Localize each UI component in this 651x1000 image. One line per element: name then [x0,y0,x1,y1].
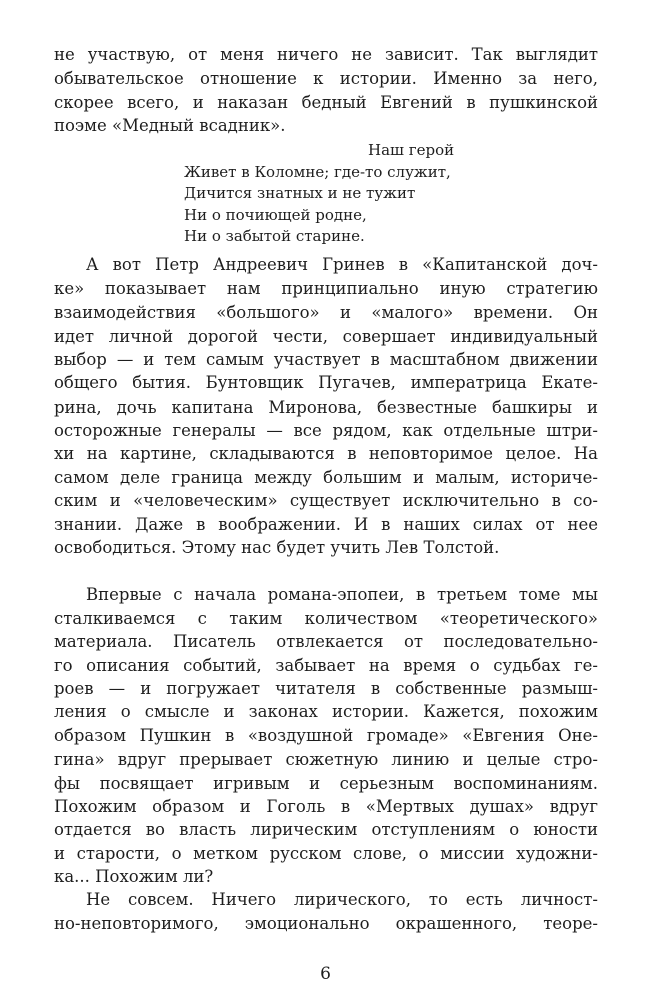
text-line: выбор — и тем самым участвует в масштабном движении [54,349,598,369]
text-line: фы посвящает игривым и серьезным воспоминаниям. [54,773,598,793]
text-line: самом деле граница между большим и малым, историче- [54,467,598,487]
text-line: общего бытия. Бунтовщик Пугачев, императрица Екате- [54,373,598,393]
text-line: материала. Писатель отвлекается от последовательно- [54,632,598,652]
text-line: знании. Даже в воображении. И в наших силах от нее [54,514,598,534]
verse-line: Наш герой [368,141,455,160]
text-line: скорее всего, и наказан бедный Евгений в пушкинской [54,92,598,112]
text-line: но-неповторимого, эмоционально окрашенного, теоре- [54,913,598,933]
text-line: отдается во власть лирическим отступлениям о юности [54,820,598,840]
text-line: обывательское отношение к истории. Именно за него, [54,69,598,89]
verse-line: Ни о почиющей родне, [184,205,367,224]
text-line: Впервые с начала романа-эпопеи, в третьем томе мы [86,584,598,604]
text-line: го описания событий, забывает на время о судьбах ге- [54,655,598,675]
text-line: сталкиваемся с таким количеством «теоретического» [54,608,598,628]
text-line: не участвую, от меня ничего не зависит. Так выглядит [54,45,598,65]
text-line: Не совсем. Ничего лирического, то есть личност- [86,890,598,910]
text-line: А вот Петр Андреевич Гринев в «Капитанской доч- [86,254,598,274]
text-line: роев — и погружает читателя в собственные размыш- [54,679,598,699]
text-line: идет личной дорогой чести, совершает индивидуальный [54,326,598,346]
text-line: рина, дочь капитана Миронова, безвестные башкиры и [54,397,598,417]
page-number: 6 [320,964,331,984]
verse-line: Дичится знатных и не тужит [184,184,416,203]
verse-line: Ни о забытой старине. [184,227,365,246]
text-line: освободиться. Этому нас будет учить Лев Толстой. [54,537,500,557]
text-line: гина» вдруг прерывает сюжетную линию и целые стро- [54,750,598,770]
text-line: ка... Похожим ли? [54,867,214,886]
verse-line: Живет в Коломне; где-то служит, [184,162,451,181]
text-line: Похожим образом и Гоголь в «Мертвых душах» вдруг [54,796,598,816]
text-line: поэме «Медный всадник». [54,116,286,136]
text-line: ским и «человеческим» существует исключительно в со- [54,491,598,511]
text-line: ке» показывает нам принципиально иную стратегию [54,278,598,298]
text-line: взаимодействия «большого» и «малого» времени. Он [54,303,598,323]
text-line: осторожные генералы — все рядом, как отдельные штри- [54,421,598,440]
text-line: и старости, о метком русском слове, о миссии художни- [54,843,598,863]
text-line: хи на картине, складываются в неповторимое целое. На [54,444,598,464]
text-line: ления о смысле и законах истории. Кажется, похожим [54,702,598,722]
text-line: образом Пушкин в «воздушной громаде» «Евгения Оне- [54,725,598,745]
